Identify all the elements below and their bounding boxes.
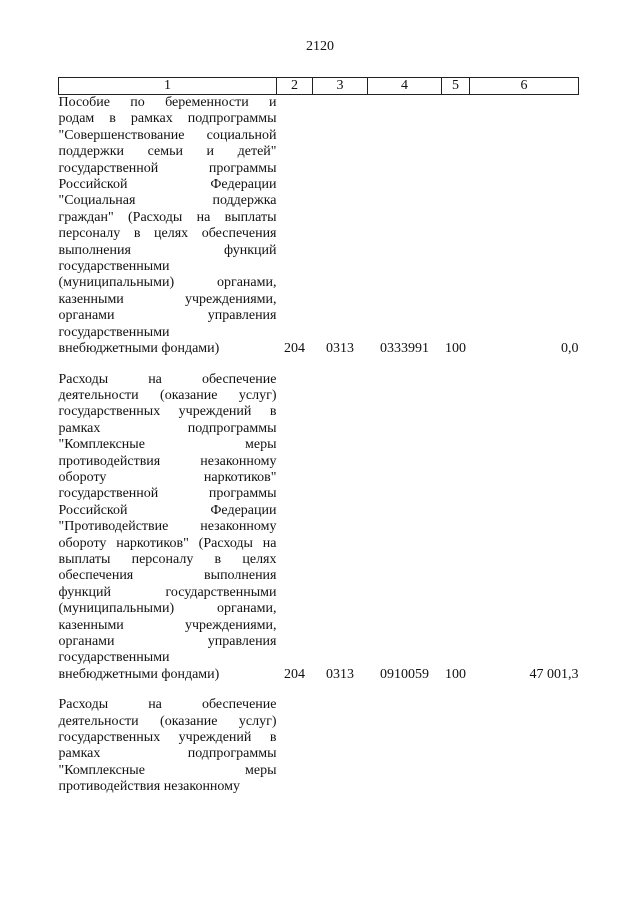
description-line: выполнения функций [58, 242, 277, 258]
row-spacer [59, 358, 579, 372]
description-line: Российской Федерации [58, 177, 277, 193]
description-line: "Комплексные меры [58, 762, 277, 778]
description-line: функций государственными [58, 584, 277, 600]
description-line: казенными учреждениями, [58, 617, 277, 633]
table-row [59, 372, 579, 684]
description-line: государственной программы [58, 160, 277, 176]
header-col-1: 1 [59, 78, 277, 95]
table-row [59, 95, 579, 358]
page-number: 2120 [306, 39, 334, 54]
header-col-3: 3 [313, 78, 368, 95]
row-col-2: 204 [284, 341, 305, 357]
description-line: граждан" (Расходы на выплаты [58, 209, 277, 225]
row-col-4 [368, 697, 442, 795]
row-amount [470, 697, 579, 795]
row-col-5 [442, 697, 470, 795]
header-col-4: 4 [368, 78, 442, 95]
row-col-4: 0333991 [380, 341, 429, 357]
header-col-2: 2 [277, 78, 313, 95]
description-line: выплаты персоналу в целях [58, 551, 277, 567]
description-line: "Социальная поддержка [58, 193, 277, 209]
description-line: государственными [58, 324, 170, 340]
description-line: "Противодействие незаконному [58, 519, 277, 535]
row-description [59, 95, 277, 358]
description-line: государственными [58, 650, 170, 666]
description-line: рамках подпрограммы [58, 746, 277, 762]
row-col-3: 0313 [326, 341, 354, 357]
description-line: Расходы на обеспечение [58, 371, 277, 387]
description-line: органами управления [58, 634, 277, 649]
header-col-6: 6 [470, 78, 579, 95]
description-line: обороту наркотиков" [58, 469, 277, 485]
row-spacer [59, 683, 579, 697]
description-line: "Совершенствование социальной [58, 127, 277, 143]
row-amount: 0,0 [561, 341, 579, 357]
description-line: обороту наркотиков" (Расходы на [58, 535, 277, 551]
description-line: Пособие по беременности и [58, 95, 277, 110]
description-line: государственными [58, 259, 170, 275]
description-line: обеспечения выполнения [58, 568, 277, 584]
description-line: государственной программы [58, 486, 277, 502]
description-line: деятельности (оказание услуг) [58, 387, 277, 403]
description-line: рамках подпрограммы [58, 420, 277, 436]
row-description [59, 372, 277, 684]
description-line: Расходы на обеспечение [58, 697, 277, 713]
row-col-5: 100 [445, 341, 466, 357]
description-line: внебюджетными фондами) [58, 666, 220, 682]
table-row [59, 697, 579, 795]
row-col-2 [277, 697, 313, 795]
description-line: государственных учреждений в [58, 404, 277, 420]
row-amount: 47 001,3 [529, 666, 579, 682]
description-line: противодействия незаконному [58, 779, 241, 795]
row-col-5: 100 [445, 666, 466, 682]
row-col-4: 0910059 [380, 666, 429, 682]
description-line: деятельности (оказание услуг) [58, 713, 277, 729]
description-line: поддержки семьи и детей" [58, 144, 277, 160]
description-line: персоналу в целях обеспечения [58, 226, 277, 242]
budget-table [58, 77, 579, 796]
table-header-row [59, 78, 579, 95]
description-line: родам в рамках подпрограммы [58, 111, 277, 127]
description-line: органами управления [58, 308, 277, 324]
description-line: "Комплексные меры [58, 437, 277, 453]
description-line: Российской Федерации [58, 502, 277, 518]
header-col-5: 5 [442, 78, 470, 95]
description-line: внебюджетными фондами) [58, 341, 220, 357]
row-col-3: 0313 [326, 666, 354, 682]
description-line: государственных учреждений в [58, 730, 277, 746]
row-col-2: 204 [284, 666, 305, 682]
description-line: противодействия незаконному [58, 453, 277, 469]
row-description [59, 697, 277, 795]
row-col-3 [313, 697, 368, 795]
description-line: (муниципальными) органами, [58, 275, 277, 291]
description-line: казенными учреждениями, [58, 291, 277, 307]
description-line: (муниципальными) органами, [58, 601, 277, 617]
